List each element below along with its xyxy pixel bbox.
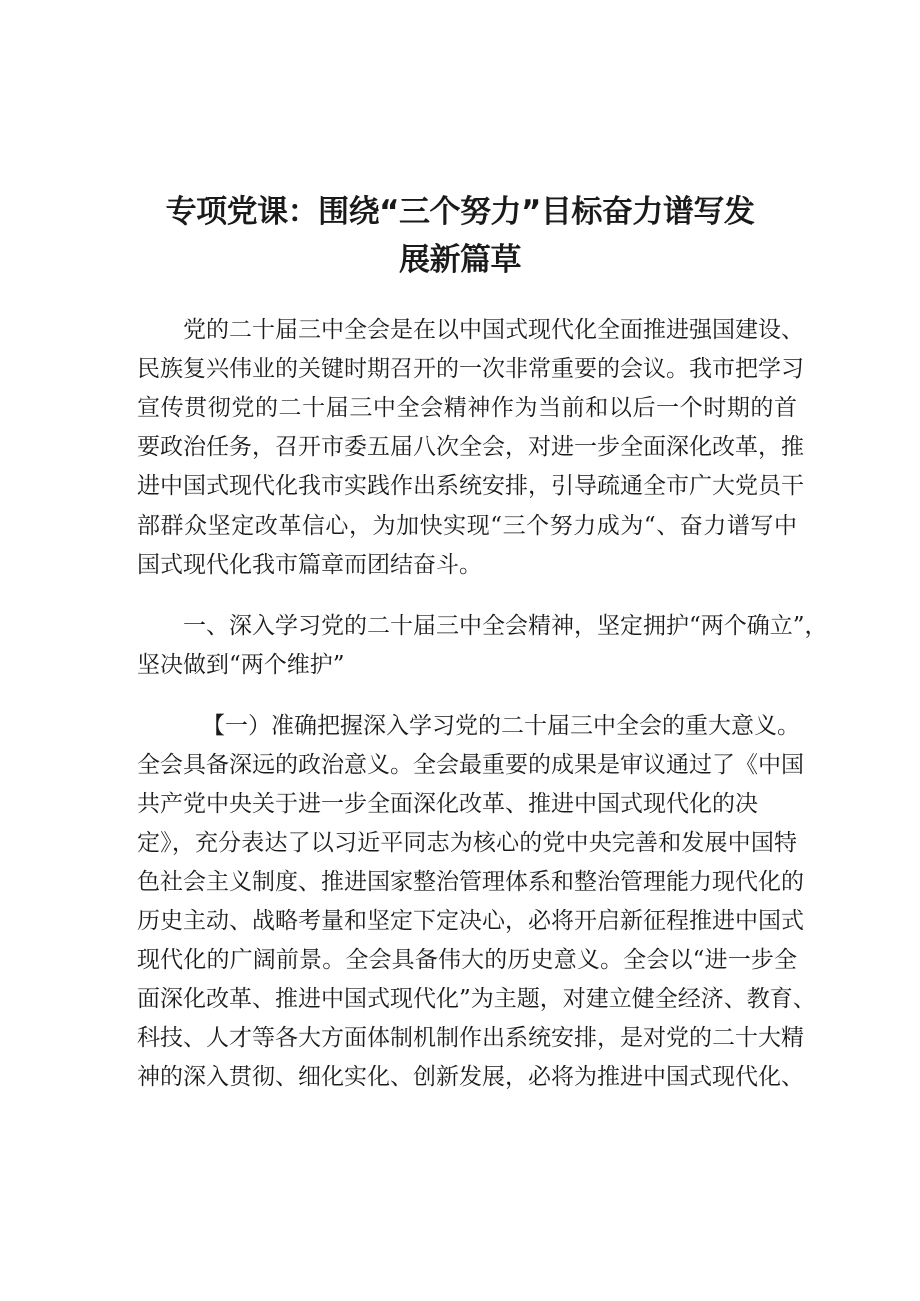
section-heading-line: 一、深入学习党的二十届三中全会精神，坚定拥护“两个确立”， [183,613,828,639]
paragraph-1-line: 要政治任务，召开市委五届八次全会，对进一步全面深化改革，推 [137,434,804,460]
section-heading-line: 坚决做到“两个维护” [137,652,345,678]
paragraph-2-line: 定》，充分表达了以习近平同志为核心的党中央完善和发展中国特 [137,830,797,856]
paragraph-2-line: 科技、人才等各大方面体制机制作出系统安排，是对党的二十大精 [137,1025,804,1051]
paragraph-1-line: 民族复兴伟业的关键时期召开的一次非常重要的会议。我市把学习 [137,356,804,382]
paragraph-2-line: 现代化的广阔前景。全会具备伟大的历史意义。全会以“进一步全 [137,947,797,973]
paragraph-2-line: 【一）准确把握深入学习党的二十届三中全会的重大意义。 [202,713,800,739]
paragraph-2-line: 全会具备深远的政治意义。全会最重要的成果是审议通过了《中国 [137,752,804,778]
paragraph-2-line: 面深化改革、推进中国式现代化”为主题，对建立健全经济、教育、 [137,986,816,1012]
paragraph-2-line: 共产党中央关于进一步全面深化改革、推进中国式现代化的决 [137,791,758,817]
document-title-line-2: 展新篇草 [399,242,521,278]
paragraph-2-line: 色社会主义制度、推进国家整治管理体系和整治管理能力现代化的 [137,869,804,895]
paragraph-1-line: 党的二十届三中全会是在以中国式现代化全面推进强国建设、 [183,317,804,343]
paragraph-2-line: 神的深入贯彻、细化实化、创新发展，必将为推进中国式现代化、 [137,1064,804,1090]
document-title-line-1: 专项党课：围绕“三个努力”目标奋力谱写发 [165,194,755,230]
paragraph-1-line: 国式现代化我市篇章而团结奋斗。 [137,552,482,578]
paragraph-2-line: 历史主动、战略考量和坚定下定决心，必将开启新征程推进中国式 [137,908,804,934]
paragraph-1-line: 进中国式现代化我市实践作出系统安排，引导疏通全市广大党员干 [137,473,804,499]
paragraph-1-line: 部群众坚定改革信心，为加快实现“三个努力成为“、奋力谱写中 [137,513,797,539]
paragraph-1-line: 宣传贯彻党的二十届三中全会精神作为当前和以后一个时期的首 [137,395,797,421]
